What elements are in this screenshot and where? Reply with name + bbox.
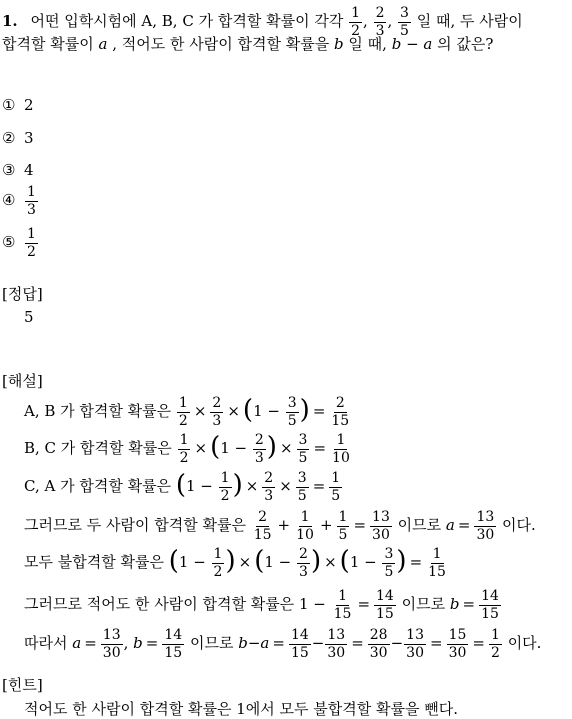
answer-value: 5 xyxy=(24,308,34,326)
expr-b-minus-a: b − a xyxy=(391,35,433,53)
question-line-2 xyxy=(2,37,493,52)
explanation-line-final: 따라서 a = $\frac{13}{30}$ , b = $\frac{14}{15}$ 이므로 b−a = $\frac{14}{15}$ − $\frac{13}{30}$ = $\frac{28}{30}$ − $\frac{13}{30}$ = $\frac{15}{30}$ = $\frac{1}{2}$ 이다. xyxy=(24,627,542,661)
choice-2[interactable] xyxy=(2,131,34,146)
explanation-line-bc: B, C 가 합격할 확률은 $\frac{1}{2}$ × (1 − $\frac{2}{3}$ ) × $\frac{3}{5}$ = $\frac{1}{10}$ xyxy=(24,432,350,466)
var-b: b xyxy=(334,35,344,53)
prob-a: $\frac{1}{2}$ xyxy=(351,5,361,39)
prob-c: $\frac{3}{5}$ xyxy=(400,5,409,39)
choice-3-marker: ③ xyxy=(2,161,16,179)
question-text-2c: 일 때, xyxy=(348,35,387,53)
prob-b: $\frac{2}{3}$ xyxy=(375,5,385,39)
explanation-header: [해설] xyxy=(2,372,43,390)
choice-1-text: 2 xyxy=(24,96,34,114)
choice-4-marker: ④ xyxy=(2,191,16,210)
explanation-line-sum: 그러므로 두 사람이 합격할 확률은 $\frac{2}{15}$ + $\frac{1}{10}$ + $\frac{1}{5}$ = $\frac{13}{30}$ 이므로 a = $\frac{13}{30}$ 이다. xyxy=(24,509,536,543)
choice-2-text: 3 xyxy=(24,129,34,147)
explanation-line-ab: A, B 가 합격할 확률은 $\frac{1}{2}$ × $\frac{2}{3}$ × (1 − $\frac{3}{5}$ ) = $\frac{2}{15}$ xyxy=(24,395,350,429)
choice-1[interactable] xyxy=(2,98,34,113)
choice-2-marker: ② xyxy=(2,129,16,147)
choice-5-fraction: $\frac{1}{2}$ xyxy=(27,226,36,260)
question-text-2d: 의 값은? xyxy=(437,35,494,53)
question-text-1: 어떤 입학시험에 A, B, C 가 합격할 확률이 각각 xyxy=(30,12,344,31)
choice-1-marker: ① xyxy=(2,96,16,114)
explanation-line-ca: C, A 가 합격할 확률은 (1 − $\frac{1}{2}$ ) × $\frac{2}{3}$ × $\frac{3}{5}$ = $\frac{1}{5}$ xyxy=(24,470,341,504)
hint-text: 적어도 한 사람이 합격할 확률은 1에서 모두 불합격할 확률을 뺀다. xyxy=(24,700,458,718)
choice-4-fraction: $\frac{1}{3}$ xyxy=(27,184,36,218)
question-text-1b: 일 때, 두 사람이 xyxy=(416,12,523,31)
explanation-line-atleast: 그러므로 적어도 한 사람이 합격할 확률은 1 − $\frac{1}{15}$ = $\frac{14}{15}$ 이므로 b = $\frac{14}{15}$ xyxy=(24,588,499,622)
answer-header: [정답] xyxy=(2,285,43,303)
choice-5-marker: ⑤ xyxy=(2,233,16,252)
var-a: a xyxy=(98,35,108,53)
question-line-1: 1. 어떤 입학시험에 A, B, C 가 합격할 확률이 각각 $\frac{1}{2}$ , $\frac{2}{3}$ , $\frac{3}{5}$ 일 때, 두 사람이 xyxy=(2,5,523,39)
explanation-line-allfail: 모두 불합격할 확률은 (1 − $\frac{1}{2}$ ) × (1 − $\frac{2}{3}$ ) × (1 − $\frac{3}{5}$ ) = $\frac{1}{15}$ xyxy=(24,546,446,580)
choice-4[interactable] xyxy=(2,185,39,217)
choice-3[interactable] xyxy=(2,163,34,178)
choice-5[interactable] xyxy=(2,227,39,259)
question-number: 1. xyxy=(2,12,18,31)
choice-3-text: 4 xyxy=(24,161,34,179)
question-text-2b: , 적어도 한 사람이 합격할 확률을 xyxy=(112,35,330,53)
question-text-2a: 합격할 확률이 xyxy=(2,35,94,53)
hint-header: [힌트] xyxy=(2,676,43,694)
